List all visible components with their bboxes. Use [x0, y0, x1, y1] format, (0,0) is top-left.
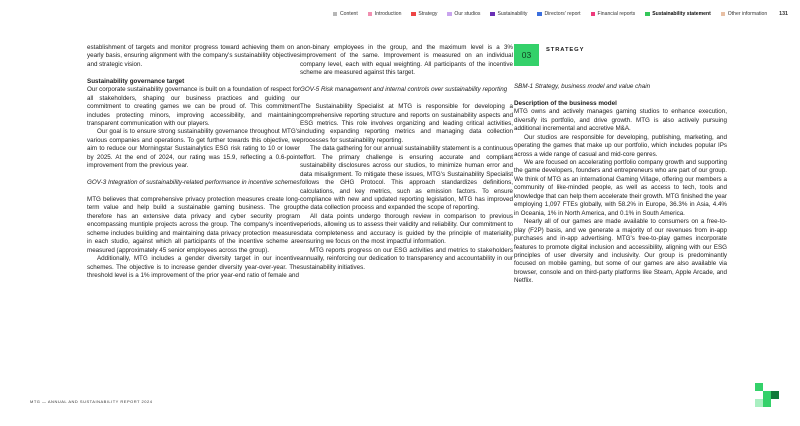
nav-item-introduction[interactable]	[368, 11, 402, 17]
paragraph: Our corporate sustainability governance is built on a foundation of respect for all stakeholders, shaping our business practices and guiding our commitment to creating games we can be proud of. This commitment includes protecting minors, improving accessibility, and maintaining transparent communication with our players.	[87, 86, 300, 128]
paragraph: We are focused on accelerating portfolio company growth and supporting the game developers, founders and entrepreneurs who are part of our group. We think of MTG as an international Gaming Village, offering our members a community of like-minded people, as well as access to tech, tools and knowledge that can help them accelerate their growth. MTG finished the year employing 1,097 FTEs globally, with 58.2% in Europe, 36.3% in Asia, 4.4% in Oceania, 1% in North America, and 0.1% in South America.	[514, 159, 727, 217]
nav-label: Sustainability	[497, 11, 528, 17]
page-number: 131	[779, 11, 788, 17]
nav-swatch	[333, 12, 338, 17]
paragraph: non-binary employees in the group, and the maximum level is a 3% improvement of the same. Improvement is measured on an individual company level, each with equal weighting. All participants of the incentive scheme are measured against this target.	[300, 44, 513, 77]
paragraph: MTG owns and actively manages gaming studios to enhance execution, diversify its portfolio, and drive growth. MTG is also actively pursuing additional incremental and accretive M&A.	[514, 108, 727, 133]
paragraph: Additionally, MTG includes a gender diversity target in our incentive schemes. The objective is to increase gender diversity year-over-year. The threshold level is a 1% improvement of the prior year-end ratio of female and	[87, 255, 300, 280]
nav-item-sustainability-statement[interactable]	[645, 11, 711, 17]
paragraph: All data points undergo thorough review in comparison to previous periods, allowing us to assess their validity and reliability. Our commitment to data completeness and accuracy is guided by the principle of materiality, ensuring we focus on the most impactful information.	[300, 212, 513, 246]
nav-label: Our studios	[454, 11, 481, 17]
paragraph: The Sustainability Specialist at MTG is responsible for developing a comprehensive reporting structure and reports on sustainability aspects and ESG metrics. This role involves organizing and leading critical activities, including expanding reporting metrics and managing data collection processes for sustainability reporting.	[300, 103, 513, 144]
nav-swatch	[645, 12, 650, 17]
section-header	[514, 44, 727, 66]
paragraph: The data gathering for our annual sustainability statement is a continuous effort. The primary challenge is ensuring accurate and compliant sustainability disclosures across our studios, to minimize human error and data misalignment. To mitigate these issues, MTG's Sustainability Specialist follows the GHG Protocol. This approach standardizes definitions, calculations, and key metrics, such as emission factors. To ensure compliance with new and updated reporting legislation, MTG has improved the data collection process and expanded the scope of reporting.	[300, 145, 513, 212]
subheading-gov-3: GOV-3 Integration of sustainability-related performance in incentive schemes	[87, 179, 300, 187]
paragraph: establishment of targets and monitor progress toward achieving them on a yearly basis, ensuring alignment with the company's sustainability objectives and strategic vision.	[87, 44, 300, 68]
paragraph: Nearly all of our games are made available to consumers on a free-to-play (F2P) basis, and we generate a majority of our revenues from in-app purchases and in-app advertising. MTG's free-to-play games incorporate features to promote digital inclusion and accessibility, aligning with our ESG principles of user diversity and inclusivity. Our group is predominantly focused on mobile gaming, but some of our games are also available via browser, console and on third-party platforms like Steam, Apple Arcade, and Netflix.	[514, 218, 727, 285]
paragraph: Our studios are responsible for developing, publishing, marketing, and operating the games that make up our portfolio, which includes popular IPs across a wide range of casual and mid-core genres.	[514, 133, 727, 158]
nav-item-other-information[interactable]	[721, 11, 767, 17]
nav-label: Directors' report	[544, 11, 581, 17]
nav-label: Financial reports	[597, 11, 636, 17]
nav-swatch	[368, 12, 373, 17]
top-navigation	[0, 11, 788, 17]
nav-swatch	[411, 12, 416, 17]
text-column-3	[514, 44, 727, 286]
section-label: STRATEGY	[546, 47, 585, 53]
nav-swatch	[591, 12, 596, 17]
subheading-gov-5: GOV-5 Risk management and internal controls over sustainability reporting	[300, 86, 508, 94]
heading-governance-target: Sustainability governance target	[87, 77, 185, 85]
nav-item-financial-reports[interactable]	[591, 11, 636, 17]
footer-text: MTG — ANNUAL AND SUSTAINABILITY REPORT 2024	[30, 399, 153, 404]
paragraph: Our goal is to ensure strong sustainability governance throughout MTG's various companies and operations. To get further towards this objective, we aim to reduce our Morningstar Sustainalytics ESG risk rating to 10 or lower by 2025. At the end of 2024, our rating was 15.9, reflecting a 0.6-point improvement from the previous year.	[87, 128, 300, 170]
nav-item-our-studios[interactable]	[447, 11, 480, 17]
nav-swatch	[537, 12, 542, 17]
text-column-2	[300, 44, 513, 272]
nav-label: Other information	[727, 11, 768, 17]
subheading-sbm-1: SBM-1 Strategy, business model and value chain	[514, 83, 651, 90]
pixel-decoration-icon	[755, 383, 781, 407]
nav-label: Sustainability statement	[652, 11, 711, 17]
nav-item-sustainability[interactable]	[490, 11, 527, 17]
heading-business-model: Description of the business model	[514, 99, 617, 107]
nav-item-strategy[interactable]	[411, 11, 437, 17]
nav-item-content[interactable]	[333, 11, 358, 17]
section-number-badge: 03	[514, 44, 539, 66]
nav-swatch	[447, 12, 452, 17]
nav-swatch	[490, 12, 495, 17]
paragraph: MTG reports progress on our ESG activities and metrics to stakeholders annually, reinforcing our dedication to transparency and accountability in our sustainability initiatives.	[300, 246, 513, 271]
paragraph: MTG believes that comprehensive privacy protection measures create long-term value and help build a sustainable gaming business. The group therefore has an extensive data privacy and cyber security program encompassing muntiple projects across the group. The company's incentive scheme includes building and maintaining data privacy protection measures in each studio, against which all participants of the incentive scheme are measured (approximately 45 senior employees across the group).	[87, 195, 300, 254]
text-column-1	[87, 44, 300, 281]
nav-label: Strategy	[418, 11, 438, 17]
nav-item-directors-report[interactable]	[537, 11, 580, 17]
nav-swatch	[721, 12, 726, 17]
nav-label: Content	[339, 11, 358, 17]
nav-label: Introduction	[374, 11, 402, 17]
